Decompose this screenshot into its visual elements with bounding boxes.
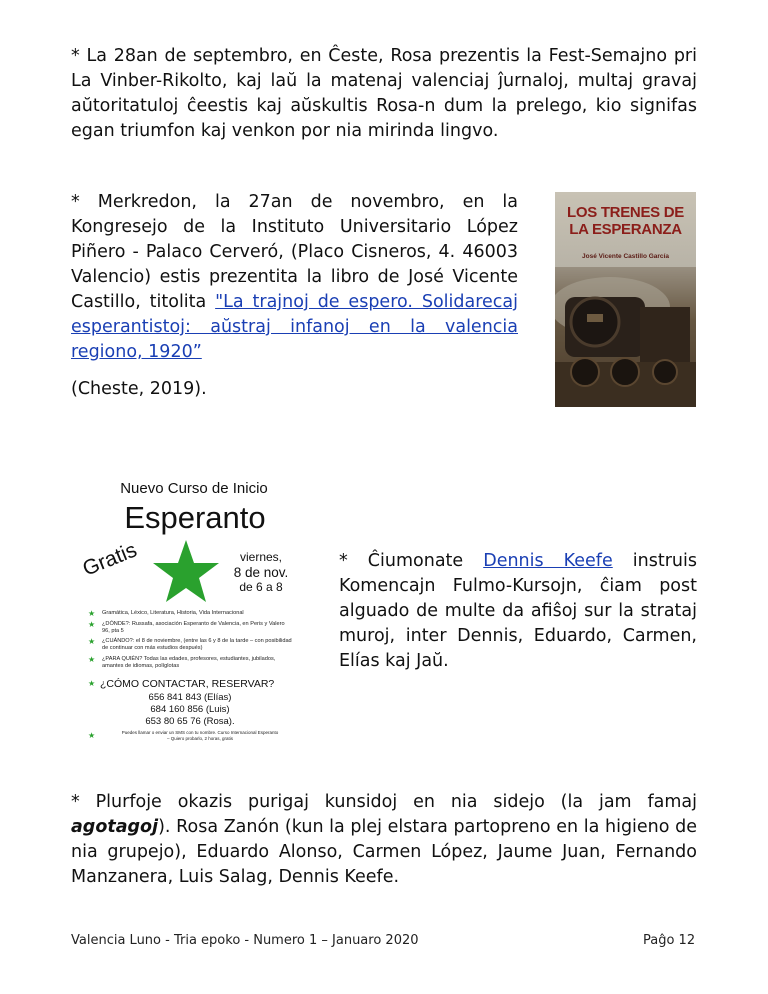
phone-rosa: 653 80 65 76 (Rosa). [145,716,235,727]
footer-publication: Valencia Luno - Tria epoko - Numero 1 – Januaro 2020 [71,933,419,948]
news-item-cleaning [71,790,697,890]
footer-page-number: Paĝo 12 [643,933,696,948]
poster-note: Puedes llamar o enviar un SMS con tu nombre. Curso Internacional Esperanto – Quiero probarlo, 2 horas, gratis [121,730,279,741]
cleaning-text-end: ). Rosa Zanón (kun la plej elstara partopreno en la higieno de nia grupejo), Eduardo Alonso, Carmen López, Jaume Juan, Fernando Manzanera, Luis Salag, Dennis Keefe. [71,817,697,887]
star-bullet-icon: ★ [88,731,96,740]
poster-gratis: Gratis [79,538,141,581]
green-star-icon [151,538,221,604]
news-item-courses [339,549,697,674]
news-item-cheste: * La 28an de septembro, en Ĉeste, Rosa prezentis la Fest-Semajno pri La Vinber-Rikolto, kaj laŭ la matenaj valenciaj ĵurnaloj, multaj gravaj aŭtoritatuloj ĉeestis kaj aŭskultis Rosa-n dum la prelego, kio signifas egan triumfon kaj venkon por nia mirinda lingvo. [71,46,697,141]
locomotive-illustration [555,267,696,407]
poster-item-where: ¿DÓNDE?: Russafa, asociación Esperanto de Valencia, en Peris y Valero 96, pta 5 [102,621,285,634]
poster-contact-heading: ¿CÓMO CONTACTAR, RESERVAR? [100,678,275,690]
star-bullet-icon: ★ [88,620,96,629]
dennis-keefe-link[interactable]: Dennis Keefe [483,551,613,571]
book-paragraph-text: * Merkredon, la 27an de novembro, en la Kongresejo de la Instituto Universitario López Piñero - Palaco Cerveró, (Placo Cisneros, 4. 46003 Valencio) estis prezentita la libro de José Vicente Castillo, titolita [71,192,518,312]
poster-title: Esperanto [124,500,266,535]
courses-text-end: instruis Komencajn Fulmo-Kursojn, ĉiam post alguado de multe da afiŝoj sur la strataj muroj, inter Dennis, Eduardo, Carmen, Elías kaj Jaŭ. [339,551,697,671]
book-cover-title: LOS TRENES DE LA ESPERANZA [567,204,684,238]
poster-when [226,550,296,595]
cleaning-text-start: * Plurfoje okazis purigaj kunsidoj en nia sidejo (la jam famaj [71,792,697,812]
star-bullet-icon: ★ [88,655,96,664]
poster-phones [120,692,260,728]
poster-item-topics: Gramática, Léxico, Literatura, Historia, Vida Internacional [102,610,244,616]
poster-time: de 6 a 8 [239,580,283,594]
book-place-year: (Cheste, 2019). [71,379,207,399]
star-bullet-icon: ★ [88,609,96,618]
poster-subtitle: Nuevo Curso de Inicio [120,480,268,497]
star-bullet-icon: ★ [88,637,96,646]
book-cover-image [555,192,696,407]
poster-item-when: ¿CUÁNDO?: el 8 de noviembre, (entre las 6 y 8 de la tarde – con posibilidad de continuar con más estudios después) [102,638,292,651]
book-title-link[interactable]: "La trajnoj de espero. Solidarecaj esperantistoj: aŭstraj infanoj en la valencia regiono, 1920” [71,292,518,362]
phone-elias: 656 841 843 (Elías) [148,692,232,703]
phone-luis: 684 160 856 (Luis) [150,704,230,715]
star-bullet-icon: ★ [88,679,96,688]
courses-text-start: * Ĉiumonate [339,551,484,571]
poster-item-who: ¿PARA QUIÉN? Todas las edades, profesores, estudiantes, jubilados, amantes de idiomas, políglotas [102,656,276,669]
agotagoj-emphasis: agotagoj [71,817,159,837]
course-poster [80,470,295,755]
poster-date: 8 de nov. [233,565,289,580]
book-cover-author: José Vicente Castillo García [582,253,669,260]
news-item-book-presentation [71,190,518,365]
poster-day: viernes, [239,550,283,564]
